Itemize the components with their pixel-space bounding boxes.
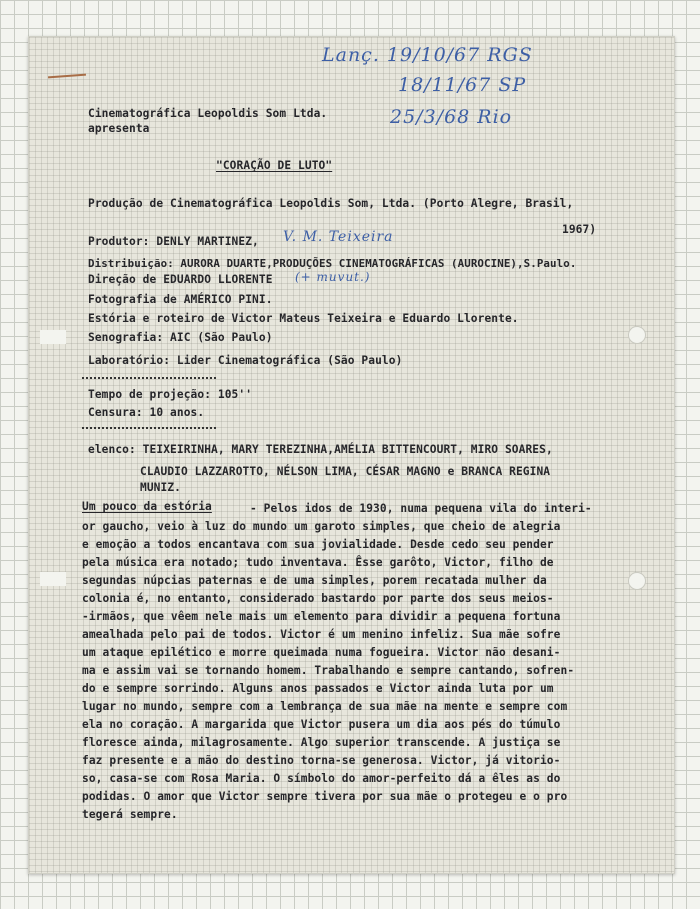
synopsis-line: -irmãos, que vêem nele mais um elemento para dividir a pequena fortuna bbox=[82, 610, 561, 623]
synopsis-line: lugar no mundo, sempre com a lembrança de sua mãe na mente e sempre com bbox=[82, 700, 568, 713]
handwritten-release-date-2: 18/11/67 SP bbox=[398, 74, 527, 96]
producer-credit: Produtor: DENLY MARTINEZ, bbox=[88, 235, 259, 248]
synopsis-line: e emoção a todos encantava com sua jovialidade. Desde cedo seu pender bbox=[82, 538, 554, 551]
synopsis-heading: Um pouco da estória bbox=[82, 500, 212, 513]
punch-hole-left-upper bbox=[40, 330, 66, 344]
story-credit: Estória e roteiro de Victor Mateus Teixeira e Eduardo Llorente. bbox=[88, 312, 519, 325]
synopsis-line: pela música era notado; tudo inventava. Êsse garôto, Victor, filho de bbox=[82, 556, 554, 569]
production-line-2: 1967) bbox=[562, 223, 597, 236]
handwritten-release-date-3: 25/3/68 Rio bbox=[390, 106, 513, 128]
synopsis-line: podidas. O amor que Victor sempre tivera por sua mãe o protegeu e o pro bbox=[82, 790, 568, 803]
handwritten-director-note: (+ muvut.) bbox=[295, 270, 371, 284]
film-title: "CORAÇÃO DE LUTO" bbox=[216, 159, 333, 172]
separator-1 bbox=[82, 377, 216, 379]
handwritten-producer-note: V. M. Teixeira bbox=[283, 229, 394, 245]
synopsis-line: or gaucho, veio à luz do mundo um garoto simples, que cheio de alegria bbox=[82, 520, 561, 533]
direction-credit: Direção de EDUARDO LLORENTE bbox=[88, 273, 273, 286]
censorship: Censura: 10 anos. bbox=[88, 406, 205, 419]
cast-line-3: MUNIZ. bbox=[140, 481, 182, 494]
synopsis-line: faz presente e a mão do destino torna-se generosa. Victor, já vitorio- bbox=[82, 754, 561, 767]
runtime: Tempo de projeção: 105'' bbox=[88, 388, 253, 401]
synopsis-line: floresce ainda, milagrosamente. Algo superior transcende. A justiça se bbox=[82, 736, 561, 749]
synopsis-line: segundas núpcias paternas e de uma simples, porem recatada mulher da bbox=[82, 574, 547, 587]
scenography-credit: Senografia: AIC (São Paulo) bbox=[88, 331, 273, 344]
production-line-1: Produção de Cinematográfica Leopoldis Som, Ltda. (Porto Alegre, Brasil, bbox=[88, 197, 574, 210]
typed-document bbox=[82, 0, 672, 909]
cast-line-1: elenco: TEIXEIRINHA, MARY TEREZINHA,AMÉLIA BITTENCOURT, MIRO SOARES, bbox=[88, 443, 553, 456]
separator-2 bbox=[82, 427, 216, 429]
laboratory-credit: Laboratório: Lider Cinematográfica (São Paulo) bbox=[88, 354, 403, 367]
presenter-line-1: Cinematográfica Leopoldis Som Ltda. bbox=[88, 107, 328, 120]
punch-hole-left-lower bbox=[40, 572, 66, 586]
cast-line-2: CLAUDIO LAZZAROTTO, NÉLSON LIMA, CÉSAR MAGNO e BRANCA REGINA bbox=[140, 465, 551, 478]
synopsis-line: tegerá sempre. bbox=[82, 808, 178, 821]
synopsis-line: um ataque epilético e morre queimada numa fogueira. Victor não desani- bbox=[82, 646, 561, 659]
presenter-line-2: apresenta bbox=[88, 122, 150, 135]
synopsis-line: amealhada pelo pai de todos. Victor é um menino infeliz. Sua mãe sofre bbox=[82, 628, 561, 641]
synopsis-line: - Pelos idos de 1930, numa pequena vila do interi- bbox=[250, 502, 592, 515]
photography-credit: Fotografia de AMÉRICO PINI. bbox=[88, 293, 273, 306]
synopsis-line: ma e assim vai se tornando homem. Trabalhando e sempre cantando, sofren- bbox=[82, 664, 575, 677]
synopsis-line: ela no coração. A margarida que Victor pusera um dia aos pés do túmulo bbox=[82, 718, 561, 731]
synopsis-line: so, casa-se com Rosa Maria. O símbolo do amor-perfeito dá a êles as do bbox=[82, 772, 561, 785]
handwritten-release-date-1: Lanç. 19/10/67 RGS bbox=[322, 44, 533, 66]
synopsis-line: colonia é, no entanto, considerado bastardo por parte dos seus meios- bbox=[82, 592, 554, 605]
distribution-credit: Distribuição: AURORA DUARTE,PRODUÇÕES CINEMATOGRÁFICAS (AUROCINE),S.Paulo. bbox=[88, 257, 577, 270]
synopsis-line: do e sempre sorrindo. Alguns anos passados e Victor ainda luta por um bbox=[82, 682, 554, 695]
